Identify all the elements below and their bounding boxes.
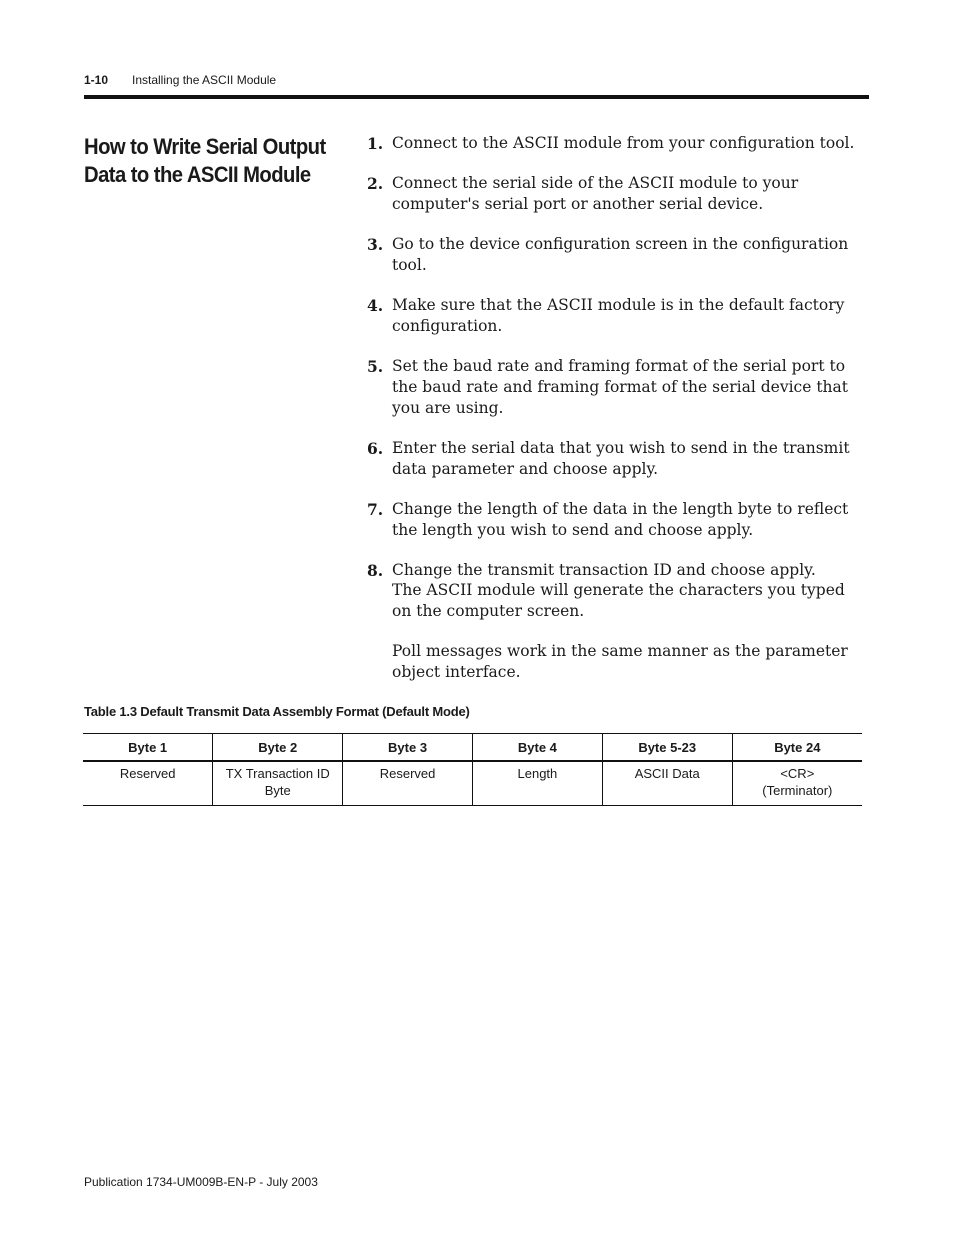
page-number: 1-10 (84, 73, 109, 87)
step-item (367, 133, 867, 154)
cell-line: TX Transaction ID (225, 766, 330, 781)
step-number: 7. (367, 500, 384, 519)
column-header: Byte 4 (472, 734, 602, 762)
step-item (367, 560, 867, 581)
table-cell (343, 761, 473, 806)
cell-line: Reserved (119, 766, 176, 781)
cell-line: Reserved (379, 766, 436, 781)
running-header (84, 73, 869, 87)
table-cell (602, 761, 732, 806)
column-header: Byte 24 (732, 734, 862, 762)
column-header: Byte 1 (83, 734, 213, 762)
table-cell (732, 761, 862, 806)
result-paragraph: The ASCII module will generate the characters you typed on the computer screen. (392, 581, 845, 620)
step-text: Make sure that the ASCII module is in the default factory configuration. (392, 296, 845, 335)
step-text: Set the baud rate and framing format of the serial port to the baud rate and framing format of the serial device that you are using. (392, 357, 849, 417)
chapter-title: Installing the ASCII Module (132, 73, 277, 87)
step-number: 2. (367, 174, 384, 193)
table-row (83, 761, 862, 806)
cell-line: ASCII Data (634, 766, 700, 781)
transmit-data-table (83, 733, 862, 806)
step-text: Connect to the ASCII module from your configuration tool. (392, 134, 855, 152)
table-cell (83, 761, 213, 806)
cell-line: Length (517, 766, 558, 781)
cell-line: Byte (264, 783, 291, 798)
column-header: Byte 2 (213, 734, 343, 762)
table-caption: Table 1.3 Default Transmit Data Assembly Format (Default Mode) (84, 704, 470, 719)
section-title: How to Write Serial Output Data to the ASCII Module (84, 134, 326, 187)
step-number: 4. (367, 296, 384, 315)
publication-footer: Publication 1734-UM009B-EN-P - July 2003 (84, 1175, 318, 1189)
step-number: 6. (367, 439, 384, 458)
step-text: Connect the serial side of the ASCII module to your computer's serial port or another serial device. (392, 174, 799, 213)
step-text: Go to the device configuration screen in the configuration tool. (392, 235, 849, 274)
step-item (367, 438, 867, 480)
cell-line: <CR> (780, 766, 815, 781)
table-header-row (83, 734, 862, 762)
step-number: 1. (367, 134, 384, 153)
step-item (367, 356, 867, 419)
cell-line: (Terminator) (762, 783, 833, 798)
step-text: Enter the serial data that you wish to send in the transmit data parameter and choose apply. (392, 439, 850, 478)
table-cell (213, 761, 343, 806)
step-item (367, 499, 867, 541)
poll-note-paragraph: Poll messages work in the same manner as the parameter object interface. (392, 642, 848, 681)
column-header: Byte 5-23 (602, 734, 732, 762)
step-number: 3. (367, 235, 384, 254)
step-text: Change the length of the data in the length byte to reflect the length you wish to send and choose apply. (392, 500, 849, 539)
step-item (367, 295, 867, 337)
step-item (367, 234, 867, 276)
step-text: Change the transmit transaction ID and choose apply. (392, 561, 816, 579)
procedure-steps (367, 133, 867, 600)
step-item (367, 173, 867, 215)
column-header: Byte 3 (343, 734, 473, 762)
step-number: 5. (367, 357, 384, 376)
header-rule (84, 95, 869, 99)
table-cell (472, 761, 602, 806)
step-number: 8. (367, 561, 384, 580)
